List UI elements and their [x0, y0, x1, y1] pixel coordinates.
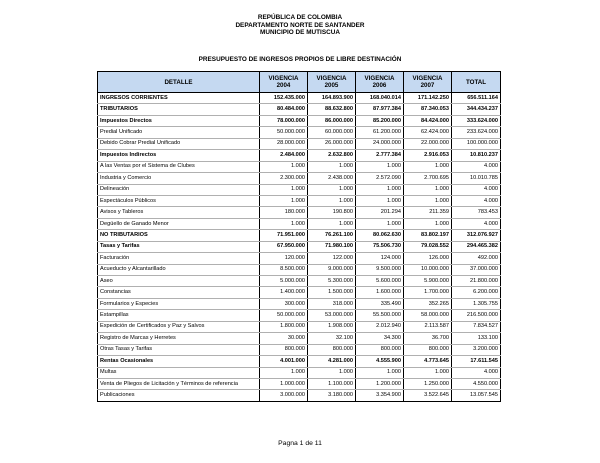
row-value: 120.000 [260, 253, 308, 264]
table-row [98, 127, 501, 138]
row-value: 26.000.000 [308, 138, 356, 149]
row-value: 22.000.000 [404, 138, 452, 149]
row-value: 84.424.000 [404, 115, 452, 126]
row-value: 1.400.000 [260, 287, 308, 298]
row-label: Impuestos Directos [98, 115, 260, 126]
table-row [98, 253, 501, 264]
header-republic: REPÚBLICA DE COLOMBIA [257, 14, 343, 21]
row-value: 133.100 [452, 333, 501, 344]
row-value: 164.893.900 [308, 93, 356, 104]
row-value: 86.000.000 [308, 115, 356, 126]
header-vigencia-2007: VIGENCIA 2007 [404, 72, 452, 93]
row-value: 168.040.014 [356, 93, 404, 104]
row-value: 13.057.545 [452, 390, 501, 401]
row-value: 122.000 [308, 253, 356, 264]
row-value: 1.200.000 [356, 378, 404, 389]
row-label: Rentas Ocasionales [98, 356, 260, 367]
row-value: 1.305.755 [452, 298, 501, 309]
row-value: 83.802.197 [404, 230, 452, 241]
row-value: 3.180.000 [308, 390, 356, 401]
row-value: 344.434.237 [452, 104, 501, 115]
row-label: INGRESOS CORRIENTES [98, 93, 260, 104]
row-value: 318.000 [308, 298, 356, 309]
table-body [98, 93, 501, 402]
row-value: 50.000.000 [260, 127, 308, 138]
row-value: 8.500.000 [260, 264, 308, 275]
row-label: Avisos y Tableros [98, 207, 260, 218]
table-row [98, 390, 501, 401]
table-row [98, 104, 501, 115]
header-municipality: MUNICIPIO DE MUTISCUA [260, 29, 340, 37]
row-label: Estampillas [98, 310, 260, 321]
table-row [98, 321, 501, 332]
table-row [98, 195, 501, 206]
row-value: 2.438.000 [308, 173, 356, 184]
row-value: 32.100 [308, 333, 356, 344]
row-value: 85.200.000 [356, 115, 404, 126]
row-value: 1.000 [308, 161, 356, 172]
row-value: 126.000 [404, 253, 452, 264]
table-row [98, 264, 501, 275]
row-value: 80.484.000 [260, 104, 308, 115]
row-label: Degüello de Ganado Menor [98, 218, 260, 229]
row-value: 2.300.000 [260, 173, 308, 184]
row-value: 1.000 [356, 184, 404, 195]
row-value: 1.000 [404, 161, 452, 172]
row-value: 800.000 [260, 344, 308, 355]
row-value: 28.000.000 [260, 138, 308, 149]
row-value: 294.465.382 [452, 241, 501, 252]
row-label: Multas [98, 367, 260, 378]
row-value: 1.000 [356, 367, 404, 378]
row-value: 1.800.000 [260, 321, 308, 332]
table-row [98, 218, 501, 229]
row-value: 800.000 [404, 344, 452, 355]
row-label: TRIBUTARIOS [98, 104, 260, 115]
row-value: 2.012.940 [356, 321, 404, 332]
row-value: 3.000.000 [260, 390, 308, 401]
header-total: TOTAL [452, 72, 501, 93]
row-value: 87.977.384 [356, 104, 404, 115]
row-value: 1.000 [260, 367, 308, 378]
row-value: 300.000 [260, 298, 308, 309]
table-row [98, 115, 501, 126]
row-value: 4.555.900 [356, 356, 404, 367]
row-value: 1.000 [260, 195, 308, 206]
row-label: Aseo [98, 276, 260, 287]
row-value: 30.000 [260, 333, 308, 344]
budget-title: PRESUPUESTO DE INGRESOS PROPIOS DE LIBRE DESTINACIÓN [198, 56, 402, 63]
row-value: 2.113.587 [404, 321, 452, 332]
table-row [98, 230, 501, 241]
row-value: 10.010.785 [452, 173, 501, 184]
row-value: 4.001.000 [260, 356, 308, 367]
row-value: 5.000.000 [260, 276, 308, 287]
row-label: Publicaciones [98, 390, 260, 401]
table-row [98, 310, 501, 321]
row-value: 5.600.000 [356, 276, 404, 287]
row-value: 5.900.000 [404, 276, 452, 287]
row-value: 3.200.000 [452, 344, 501, 355]
row-value: 4.000 [452, 195, 501, 206]
row-value: 76.261.100 [308, 230, 356, 241]
row-value: 4.000 [452, 218, 501, 229]
row-value: 800.000 [356, 344, 404, 355]
row-value: 67.950.000 [260, 241, 308, 252]
row-value: 100.000.000 [452, 138, 501, 149]
row-label: Acueducto y Alcantarillado [98, 264, 260, 275]
document-header [0, 14, 600, 37]
table-row [98, 207, 501, 218]
row-value: 124.000 [356, 253, 404, 264]
row-label: Expedición de Certificados y Paz y Salvos [98, 321, 260, 332]
row-label: Tasas y Tarifas [98, 241, 260, 252]
header-vigencia-2004: VIGENCIA 2004 [260, 72, 308, 93]
row-value: 1.000 [356, 161, 404, 172]
row-value: 3.354.900 [356, 390, 404, 401]
row-value: 24.000.000 [356, 138, 404, 149]
row-label: Delineación [98, 184, 260, 195]
table-row [98, 93, 501, 104]
row-value: 2.916.053 [404, 150, 452, 161]
row-value: 1.000 [308, 195, 356, 206]
row-label: Facturación [98, 253, 260, 264]
row-value: 656.511.164 [452, 93, 501, 104]
row-value: 1.000.000 [260, 378, 308, 389]
row-value: 190.800 [308, 207, 356, 218]
table-header-row [98, 72, 501, 93]
row-value: 152.435.000 [260, 93, 308, 104]
row-value: 10.000.000 [404, 264, 452, 275]
row-value: 4.773.645 [404, 356, 452, 367]
row-label: NO TRIBUTARIOS [98, 230, 260, 241]
row-value: 1.000 [260, 184, 308, 195]
header-vigencia-2005: VIGENCIA 2005 [308, 72, 356, 93]
row-value: 53.000.000 [308, 310, 356, 321]
row-value: 201.294 [356, 207, 404, 218]
row-value: 4.000 [452, 367, 501, 378]
row-label: Espectáculos Públicos [98, 195, 260, 206]
row-label: Venta de Pliegos de Licitación y Términos de referencia [98, 378, 260, 389]
row-label: Constancias [98, 287, 260, 298]
row-value: 55.500.000 [356, 310, 404, 321]
row-value: 1.000 [404, 195, 452, 206]
row-value: 87.340.053 [404, 104, 452, 115]
row-value: 211.359 [404, 207, 452, 218]
row-value: 3.522.645 [404, 390, 452, 401]
row-value: 2.632.800 [308, 150, 356, 161]
row-value: 9.000.000 [308, 264, 356, 275]
table-row [98, 333, 501, 344]
row-value: 783.453 [452, 207, 501, 218]
row-label: Registro de Marcas y Herretes [98, 333, 260, 344]
row-label: Formularios y Especies [98, 298, 260, 309]
row-value: 1.000 [260, 218, 308, 229]
row-value: 34.300 [356, 333, 404, 344]
row-value: 1.000 [308, 218, 356, 229]
row-value: 60.000.000 [308, 127, 356, 138]
row-value: 4.000 [452, 184, 501, 195]
row-value: 1.000 [308, 184, 356, 195]
row-value: 1.000 [356, 195, 404, 206]
table-row [98, 173, 501, 184]
row-value: 352.265 [404, 298, 452, 309]
table-row [98, 298, 501, 309]
row-value: 233.624.000 [452, 127, 501, 138]
row-value: 17.611.545 [452, 356, 501, 367]
row-value: 333.624.000 [452, 115, 501, 126]
row-value: 1.500.000 [308, 287, 356, 298]
row-value: 1.700.000 [404, 287, 452, 298]
table-row [98, 378, 501, 389]
row-value: 6.200.000 [452, 287, 501, 298]
row-value: 4.281.000 [308, 356, 356, 367]
row-value: 1.000 [260, 161, 308, 172]
table-row [98, 344, 501, 355]
row-value: 216.500.000 [452, 310, 501, 321]
row-label: Debido Cobrar Predial Unificado [98, 138, 260, 149]
row-value: 1.100.000 [308, 378, 356, 389]
row-value: 78.000.000 [260, 115, 308, 126]
row-value: 88.632.800 [308, 104, 356, 115]
row-value: 4.000 [452, 161, 501, 172]
row-value: 50.000.000 [260, 310, 308, 321]
row-value: 80.062.630 [356, 230, 404, 241]
row-value: 171.142.250 [404, 93, 452, 104]
budget-table [97, 71, 501, 402]
table-row [98, 287, 501, 298]
row-value: 1.000 [404, 184, 452, 195]
row-value: 9.500.000 [356, 264, 404, 275]
table-row [98, 367, 501, 378]
row-value: 335.490 [356, 298, 404, 309]
row-value: 800.000 [308, 344, 356, 355]
page-footer: Pagna 1 de 11 [278, 440, 322, 447]
row-value: 1.000 [404, 218, 452, 229]
table-row [98, 150, 501, 161]
row-value: 1.000 [356, 218, 404, 229]
row-label: Predial Unificado [98, 127, 260, 138]
row-value: 180.000 [260, 207, 308, 218]
header-department: DEPARTAMENTO NORTE DE SANTANDER [235, 21, 365, 29]
row-value: 58.000.000 [404, 310, 452, 321]
row-value: 2.484.000 [260, 150, 308, 161]
row-label: A las Ventas por el Sistema de Clubes [98, 161, 260, 172]
row-value: 79.028.552 [404, 241, 452, 252]
header-detalle: DETALLE [98, 72, 260, 93]
row-value: 7.834.527 [452, 321, 501, 332]
row-value: 71.951.000 [260, 230, 308, 241]
row-value: 2.700.695 [404, 173, 452, 184]
table-row [98, 241, 501, 252]
header-vigencia-2006: VIGENCIA 2006 [356, 72, 404, 93]
table-row [98, 161, 501, 172]
row-value: 1.000 [308, 367, 356, 378]
row-value: 2.572.090 [356, 173, 404, 184]
row-value: 2.777.384 [356, 150, 404, 161]
table-row [98, 184, 501, 195]
row-value: 312.076.927 [452, 230, 501, 241]
row-value: 75.506.730 [356, 241, 404, 252]
row-value: 71.980.100 [308, 241, 356, 252]
row-value: 61.200.000 [356, 127, 404, 138]
row-value: 1.000 [404, 367, 452, 378]
row-label: Impuestos Indirectos [98, 150, 260, 161]
row-label: Industria y Comercio [98, 173, 260, 184]
row-value: 492.000 [452, 253, 501, 264]
row-value: 1.600.000 [356, 287, 404, 298]
row-value: 21.800.000 [452, 276, 501, 287]
row-value: 4.550.000 [452, 378, 501, 389]
row-value: 36.700 [404, 333, 452, 344]
row-value: 37.000.000 [452, 264, 501, 275]
row-label: Otras Tasas y Tarifas [98, 344, 260, 355]
row-value: 5.300.000 [308, 276, 356, 287]
table-row [98, 356, 501, 367]
row-value: 1.908.000 [308, 321, 356, 332]
table-row [98, 276, 501, 287]
row-value: 10.810.237 [452, 150, 501, 161]
table-row [98, 138, 501, 149]
row-value: 1.250.000 [404, 378, 452, 389]
row-value: 62.424.000 [404, 127, 452, 138]
